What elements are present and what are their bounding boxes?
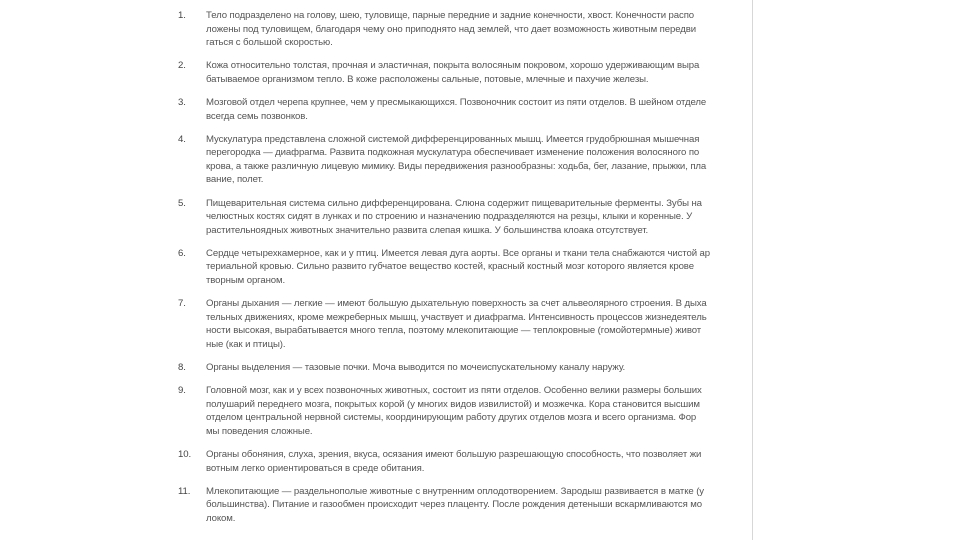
text-line: ные (как и птицы). <box>206 338 286 350</box>
text-line: вание, полет. <box>206 174 264 186</box>
list-item <box>178 133 752 187</box>
text-line: ности высокая, вырабатывается много тепла, поэтому млекопитающие — теплокровные (гомойотермные) живот <box>206 325 702 337</box>
list-item-text <box>206 361 752 375</box>
text-line: Мозговой отдел черепа крупнее, чем у пресмыкающихся. Позвоночник состоит из пяти отделов. В шейном отделе <box>206 96 707 108</box>
text-line: тельных движениях, кроме межреберных мышц, участвует и диафрагма. Интенсивность процессов жизнедеятель <box>206 311 707 323</box>
text-line: локом. <box>206 512 236 524</box>
text-line: растительноядных животных значительно развита слепая кишка. У большинства клоака отсутствует. <box>206 224 649 236</box>
list-item-number: 10. <box>178 448 192 460</box>
list-item-number: 11. <box>178 485 191 497</box>
list-item-text <box>206 96 752 123</box>
list-item <box>178 297 752 351</box>
list-item-text <box>206 197 752 238</box>
text-line: ложены под туловищем, благодаря чему оно приподнято над землей, что дает возможность животным передви <box>206 23 696 35</box>
text-line: териальной кровью. Сильно развито губчатое вещество костей, красный костный мозг которого является крове <box>206 261 694 273</box>
text-line: перегородка — диафрагма. Развита подкожная мускулатура обеспечивает изменение положения волосяного по <box>206 147 700 159</box>
numbered-list <box>178 9 752 535</box>
list-item-number: 8. <box>178 361 186 373</box>
text-line: гаться с большой скоростью. <box>206 37 333 49</box>
text-line: Мускулатура представлена сложной системой дифференцированных мышц. Имеется грудобрюшная мышечная <box>206 133 700 145</box>
text-line: Органы обоняния, слуха, зрения, вкуса, осязания имеют большую разрешающую способность, что позволяет жи <box>206 448 702 460</box>
list-item-text <box>206 9 752 50</box>
list-item <box>178 448 752 475</box>
list-item-text <box>206 59 752 86</box>
text-line: Пищеварительная система сильно дифференцирована. Слюна содержит пищеварительные ферменты. Зубы на <box>206 197 702 209</box>
list-item-number: 9. <box>178 385 186 397</box>
text-line: всегда семь позвонков. <box>206 110 308 122</box>
list-item <box>178 59 752 86</box>
list-item <box>178 9 752 50</box>
list-item <box>178 361 752 375</box>
page-right-border <box>752 0 753 540</box>
list-item-number: 2. <box>178 60 186 72</box>
list-item-text <box>206 133 752 187</box>
text-line: батываемое организмом тепло. В коже расположены сальные, потовые, млечные и пахучие железы. <box>206 73 649 85</box>
text-line: Млекопитающие — раздельнополые животные с внутренним оплодотворением. Зародыш развивается в матке (у <box>206 485 704 497</box>
text-line: Органы выделения — тазовые почки. Моча выводится по мочеиспускательному каналу наружу. <box>206 361 626 373</box>
list-item <box>178 197 752 238</box>
text-line: отделом центральной нервной системы, координирующим работу других отделов мозга и всего организма. Фор <box>206 412 697 424</box>
list-item-number: 4. <box>178 133 186 145</box>
text-line: челюстных костях сидят в лунках и по строению и назначению подразделяются на резцы, клыки и коренные. У <box>206 211 693 223</box>
list-item <box>178 384 752 438</box>
text-line: Тело подразделено на голову, шею, туловище, парные передние и задние конечности, хвост. Конечности распо <box>206 10 695 21</box>
text-line: большинства). Питание и газообмен происходит через плаценту. После рождения детеныши вскармливаются мо <box>206 499 702 511</box>
list-item-text <box>206 485 752 526</box>
list-item-text <box>206 384 752 438</box>
list-item-number: 6. <box>178 247 186 259</box>
list-item-text <box>206 448 752 475</box>
list-item-number: 7. <box>178 298 186 310</box>
text-line: полушарий переднего мозга, покрытых корой (у многих видов извилистой) и мозжечка. Кора становится высшим <box>206 398 700 410</box>
list-item <box>178 485 752 526</box>
text-line: мы поведения сложные. <box>206 425 313 437</box>
text-line: Сердце четырехкамерное, как и у птиц. Имеется левая дуга аорты. Все органы и ткани тела снабжаются чистой ар <box>206 247 711 259</box>
list-item <box>178 247 752 288</box>
text-line: вотным легко ориентироваться в среде обитания. <box>206 462 425 474</box>
list-item-text <box>206 247 752 288</box>
text-line: творным органом. <box>206 275 286 286</box>
list-item <box>178 96 752 123</box>
text-line: Органы дыхания — легкие — имеют большую дыхательную поверхность за счет альвеолярного строения. В дыха <box>206 298 707 310</box>
text-line: Кожа относительно толстая, прочная и эластичная, покрыта волосяным покровом, хорошо удерживающим выра <box>206 60 700 72</box>
list-item-number: 3. <box>178 96 186 108</box>
text-line: крова, а также различную лицевую мимику. Виды передвижения разнообразны: ходьба, бег, лазание, прыжки, пла <box>206 160 707 172</box>
text-line: Головной мозг, как и у всех позвоночных животных, состоит из пяти отделов. Особенно велики размеры больших <box>206 385 702 397</box>
list-item-number: 1. <box>178 10 186 21</box>
list-item-text <box>206 297 752 351</box>
list-item-number: 5. <box>178 197 186 209</box>
